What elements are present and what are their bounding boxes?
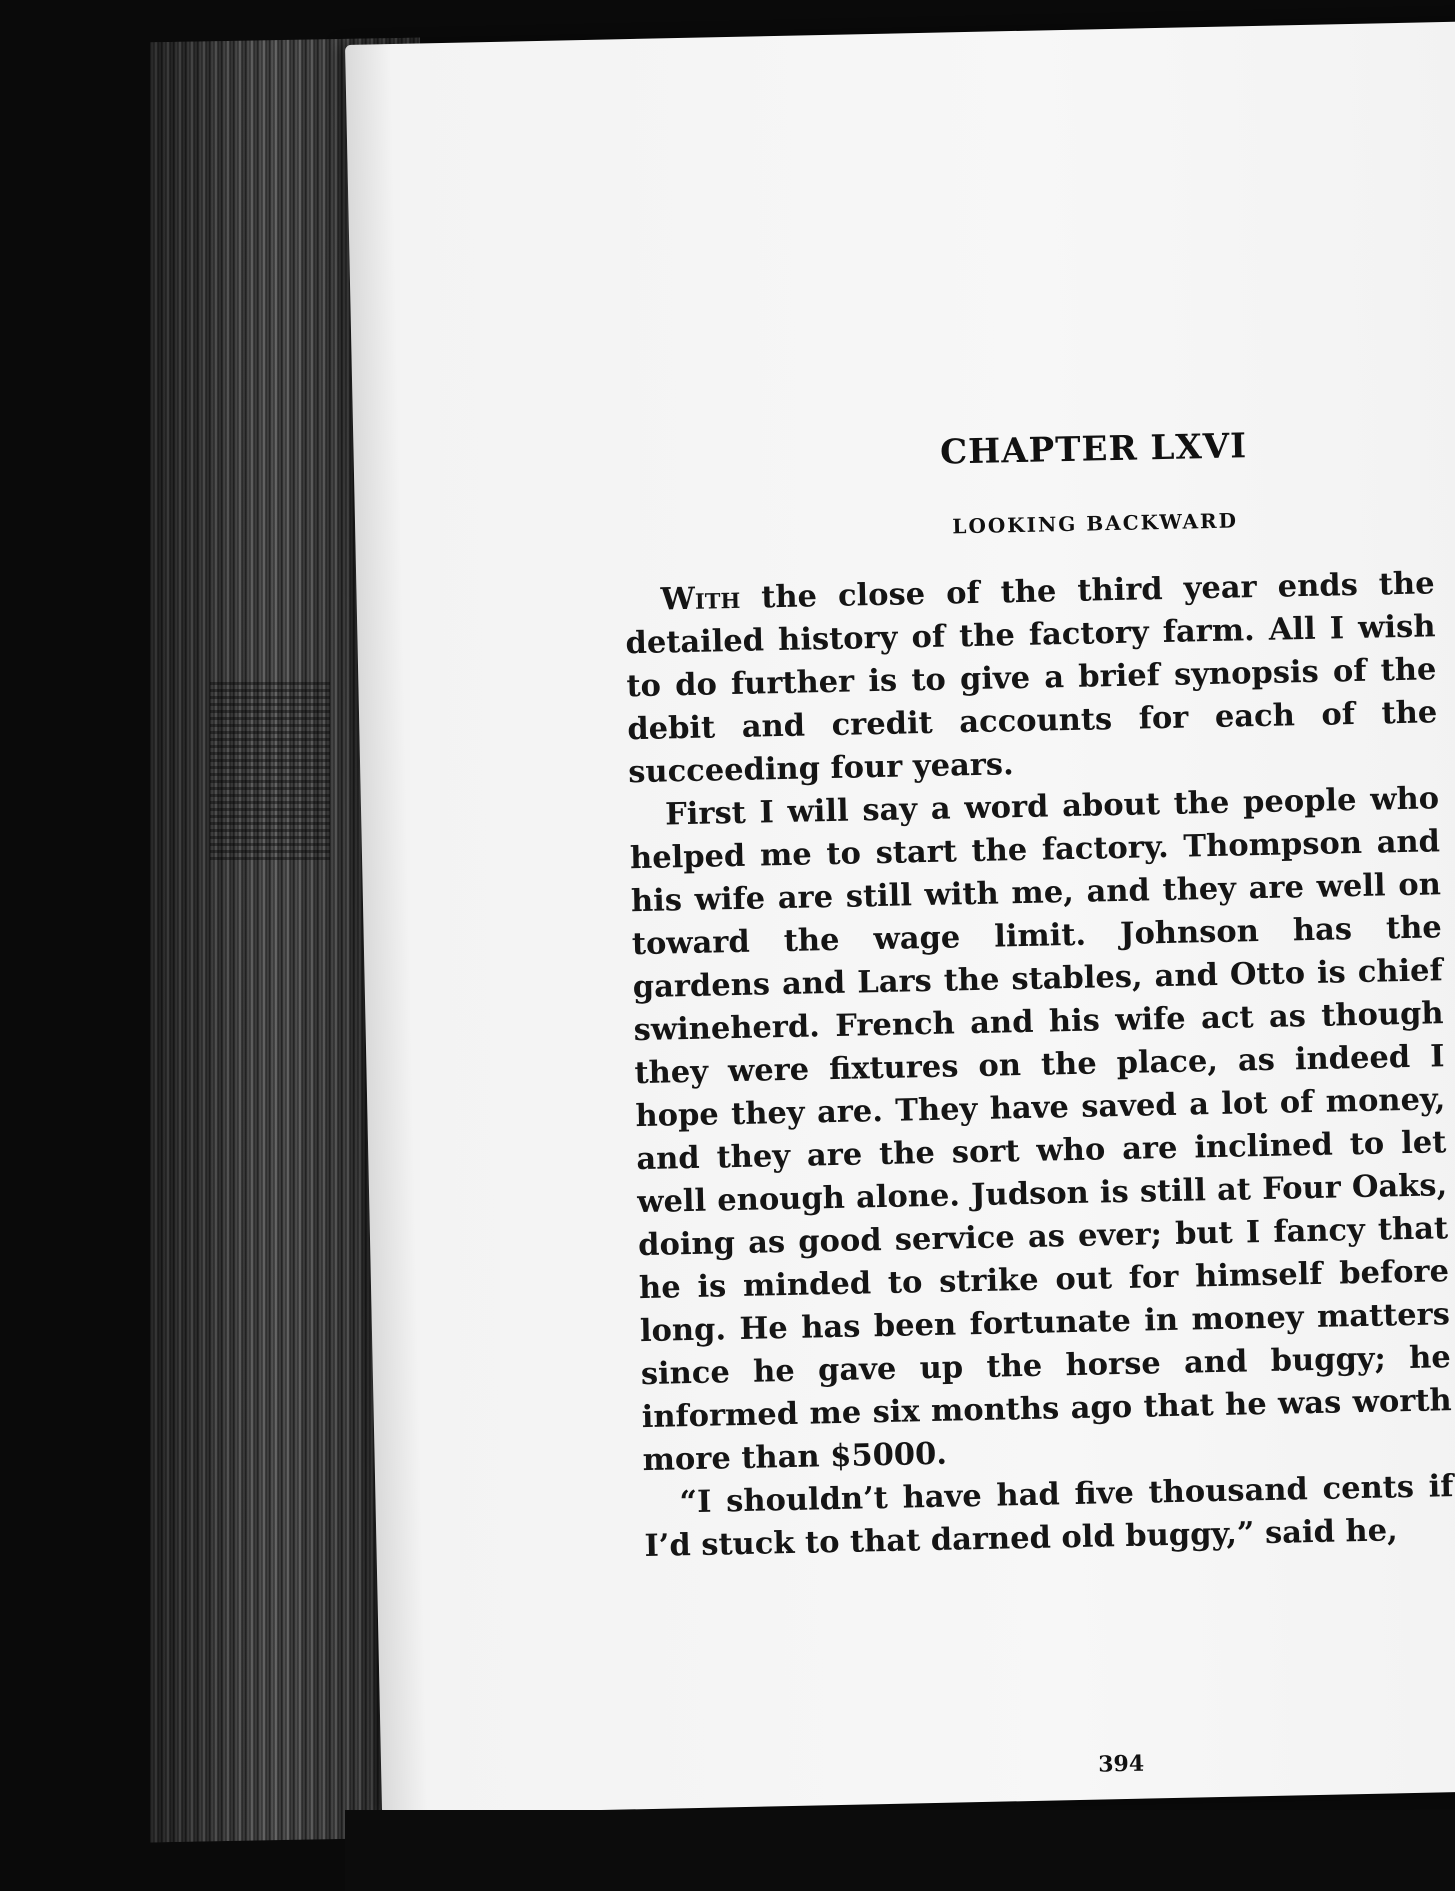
page-number: 394 — [1097, 1750, 1145, 1778]
paragraph-lead-word: With — [660, 579, 741, 618]
paragraph-text: the close of the third year ends the detailed history of the factory farm. All I wish to do further is to give a brief synopsis of the debit and credit accounts for each of the succeeding four years. — [625, 565, 1438, 791]
chapter-subtitle: LOOKING BACKWARD — [952, 508, 1239, 539]
bottom-shadow — [345, 1810, 1455, 1891]
paragraph-1 — [624, 562, 1438, 794]
paragraph-2 — [629, 777, 1453, 1482]
paragraph-text: First I will say a word about the people who helped me to start the factory. Thompson and his wife are still with me, and they are well on toward the wage limit. Johnson has the gardens and Lars the stables, and Otto is chief swineherd. French and his wife act as though they were fixtures on the place, as indeed I hope they are. They have saved a lot of money, and they are the sort who are inclined to let well enough alone. Judson is still at Four Oaks, doing as good service as ever; but I fancy that he is minded to strike out for himself before long. He has been fortunate in money matters since he gave up the horse and buggy; he informed me six months ago that he was worth more than $5000. — [629, 780, 1452, 1479]
printed-page — [345, 21, 1455, 1814]
paragraph-text: “I shouldn’t have had five thousand cents if I’d stuck to that darned old buggy,” said he, — [644, 1468, 1454, 1565]
paragraph-3 — [643, 1465, 1455, 1568]
library-stamp-on-edge — [210, 680, 330, 860]
body-text — [624, 562, 1455, 1568]
chapter-title: CHAPTER LXVI — [939, 426, 1248, 473]
